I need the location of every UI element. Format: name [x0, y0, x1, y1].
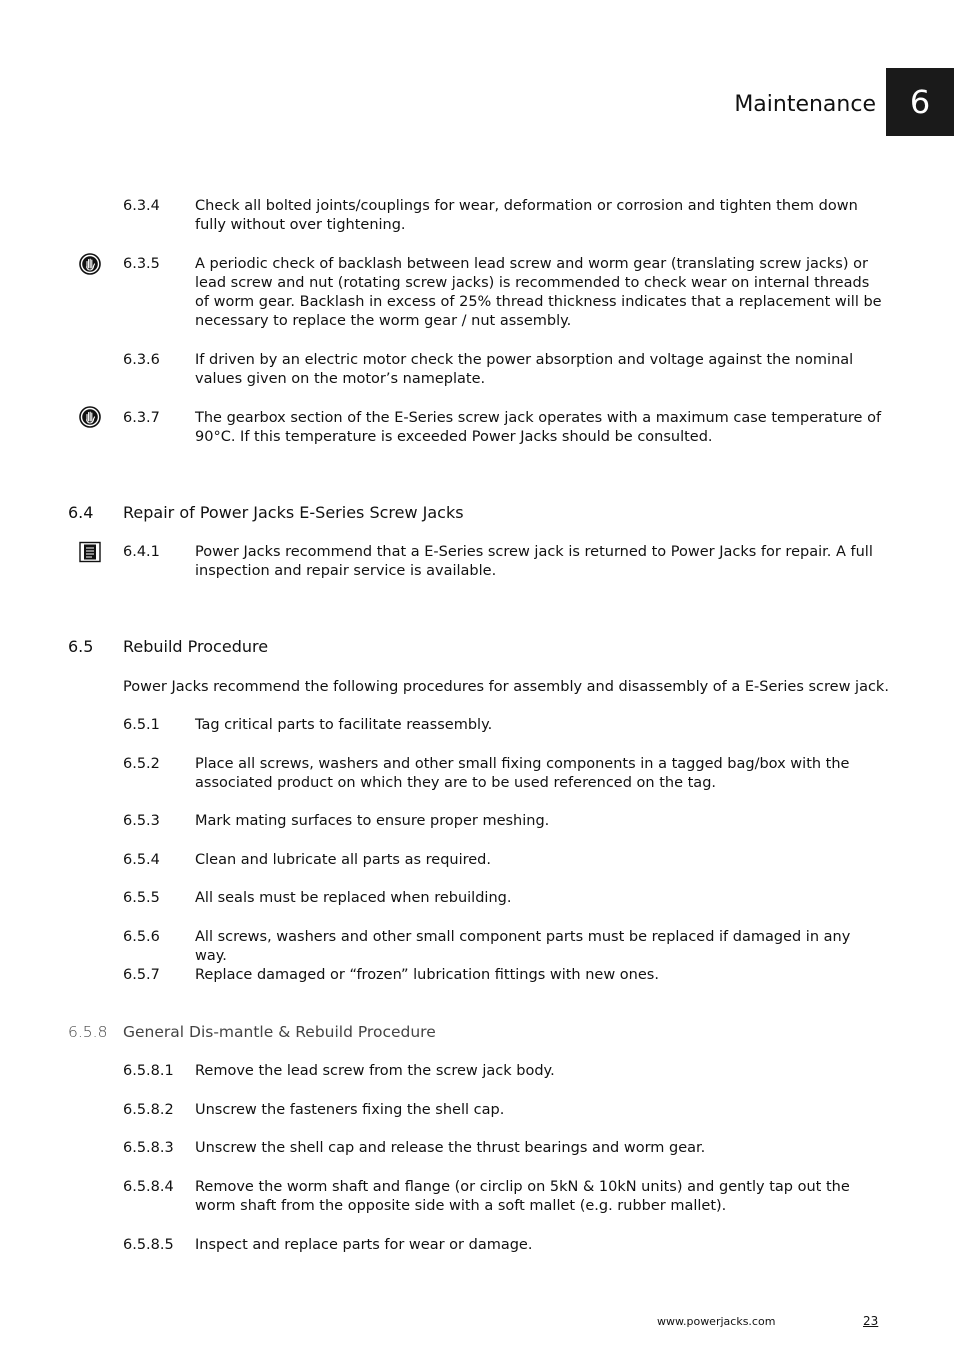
item-number: 6.5.7: [123, 967, 160, 983]
item-text: Mark mating surfaces to ensure proper meshing.: [195, 813, 550, 829]
item-text: Place all screws, washers and other small fixing components in a tagged bag/box with the associated product on which they are to be used referenced on the tag.: [195, 756, 850, 791]
item-text: If driven by an electric motor check the power absorption and voltage against the nominal values given on the motor’s nameplate.: [195, 352, 854, 387]
section-title: Rebuild Procedure: [123, 637, 269, 656]
item-text: Clean and lubricate all parts as required.: [195, 852, 491, 868]
item-text: The gearbox section of the E-Series screw jack operates with a maximum case temperature of 90°C. If this temperature is exceeded Power Jacks should be consulted.: [195, 410, 882, 445]
item-text: Tag critical parts to facilitate reassembly.: [195, 717, 493, 733]
item-text: Remove the worm shaft and flange (or circlip on 5kN & 10kN units) and gently tap out the worm shaft from the opposite side with a soft mallet (e.g. rubber mallet).: [195, 1179, 850, 1214]
section-title: Repair of Power Jacks E-Series Screw Jacks: [123, 503, 464, 522]
section-number: 6.5: [68, 637, 94, 656]
subsection-number: 6.5.8: [68, 1023, 108, 1041]
item-text: Check all bolted joints/couplings for wear, deformation or corrosion and tighten them down fully without over tightening.: [195, 198, 858, 233]
item-number: 6.5.8.5: [123, 1237, 174, 1253]
item-text: Unscrew the fasteners fixing the shell cap.: [195, 1102, 505, 1118]
item-text: Power Jacks recommend that a E-Series screw jack is returned to Power Jacks for repair. A full inspection and repair service is available.: [195, 544, 873, 579]
item-number: 6.3.4: [123, 198, 160, 214]
item-text: A periodic check of backlash between lead screw and worm gear (translating screw jacks) or lead screw and nut (rotating screw jacks) is recommended to check wear on internal threads of worm gear. Backlash in excess of 25% thread thickness indicates that a replacement will be necessary to replace the worm gear / nut assembly.: [195, 256, 882, 329]
item-number: 6.5.1: [123, 717, 160, 733]
item-text: All screws, washers and other small component parts must be replaced if damaged in any way.: [195, 929, 851, 964]
item-text: Replace damaged or “frozen” lubrication fittings with new ones.: [195, 967, 659, 983]
section-intro: Power Jacks recommend the following procedures for assembly and disassembly of a E-Series screw jack.: [123, 679, 889, 695]
footer-website-link[interactable]: www.powerjacks.com: [657, 1315, 776, 1328]
item-number: 6.5.4: [123, 852, 160, 868]
item-number: 6.5.6: [123, 929, 160, 945]
item-number: 6.5.3: [123, 813, 160, 829]
item-number: 6.5.8.4: [123, 1179, 174, 1195]
chapter-badge: 6: [886, 68, 954, 136]
page-title: Maintenance: [734, 92, 876, 117]
item-number: 6.5.5: [123, 890, 160, 906]
item-number: 6.5.8.1: [123, 1063, 174, 1079]
item-number: 6.5.2: [123, 756, 160, 772]
section-number: 6.4: [68, 503, 94, 522]
item-text: Unscrew the shell cap and release the thrust bearings and worm gear.: [195, 1140, 706, 1156]
item-text: All seals must be replaced when rebuilding.: [195, 890, 512, 906]
hand-warning-icon: [79, 253, 101, 275]
item-number: 6.5.8.2: [123, 1102, 174, 1118]
item-number: 6.3.7: [123, 410, 160, 426]
item-text: Remove the lead screw from the screw jack body.: [195, 1063, 555, 1079]
item-number: 6.5.8.3: [123, 1140, 174, 1156]
item-number: 6.3.6: [123, 352, 160, 368]
item-number: 6.4.1: [123, 544, 160, 560]
document-note-icon: [79, 541, 101, 563]
item-number: 6.3.5: [123, 256, 160, 272]
subsection-title: General Dis-mantle & Rebuild Procedure: [123, 1023, 436, 1041]
hand-warning-icon: [79, 406, 101, 428]
page-number: 23: [863, 1314, 879, 1328]
item-text: Inspect and replace parts for wear or damage.: [195, 1237, 533, 1253]
